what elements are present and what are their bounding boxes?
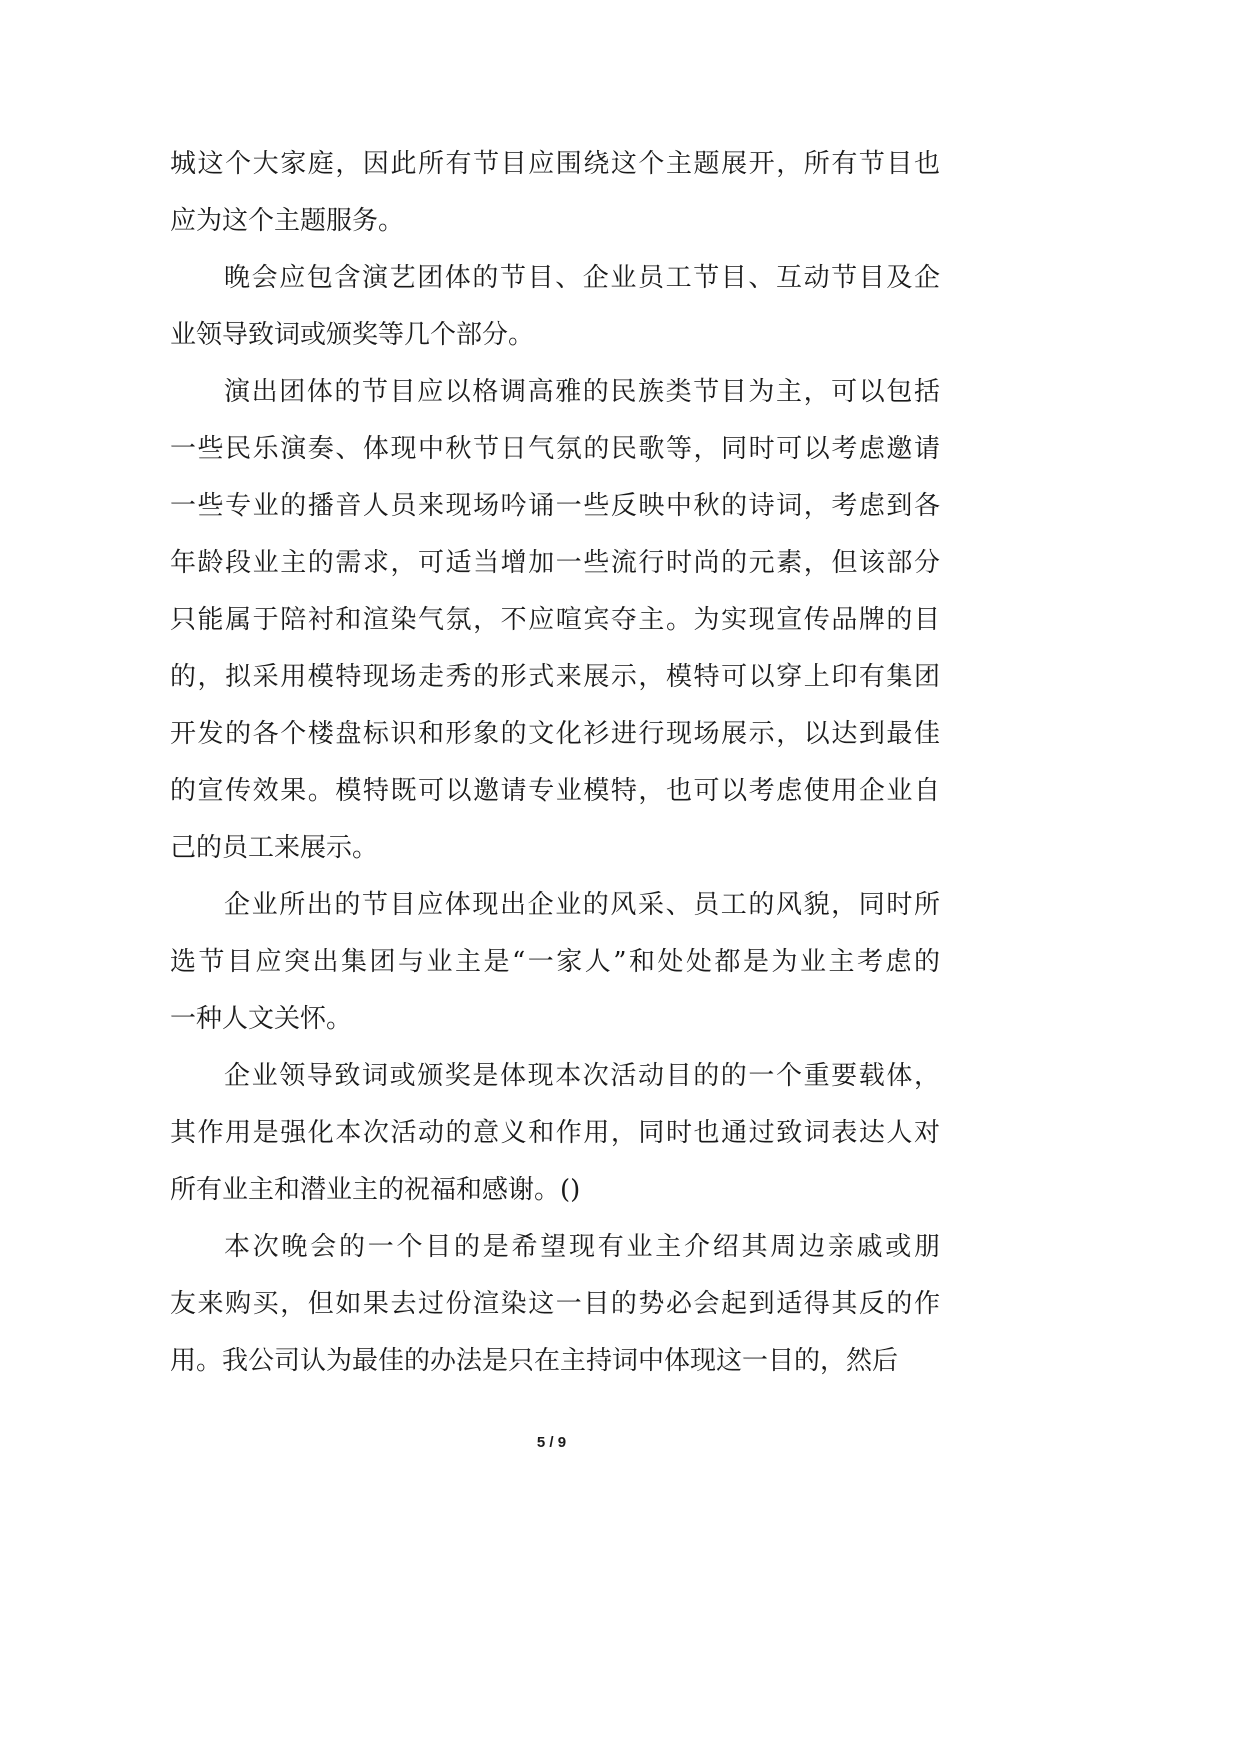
text-line: 城这个大家庭，因此所有节目应围绕这个主题展开，所有节目也 bbox=[170, 149, 940, 179]
text-line: 应为这个主题服务。 bbox=[170, 206, 405, 236]
text-line: 只能属于陪衬和渲染气氛，不应喧宾夺主。为实现宣传品牌的目 bbox=[170, 605, 940, 635]
text-line: 己的员工来展示。 bbox=[170, 833, 379, 863]
text-line: 的宣传效果。模特既可以邀请专业模特，也可以考虑使用企业自 bbox=[170, 776, 940, 806]
text-line: 业领导致词或颁奖等几个部分。 bbox=[170, 320, 535, 350]
document-body bbox=[170, 141, 940, 1395]
paragraph bbox=[170, 141, 940, 255]
text-line: 一些专业的播音人员来现场吟诵一些反映中秋的诗词，考虑到各 bbox=[170, 491, 940, 521]
paragraph bbox=[170, 369, 940, 882]
text-line: 企业所出的节目应体现出企业的风采、员工的风貌，同时所 bbox=[224, 890, 940, 920]
paragraph bbox=[170, 1053, 940, 1224]
text-line: 演出团体的节目应以格调高雅的民族类节目为主，可以包括 bbox=[224, 377, 940, 407]
paragraph bbox=[170, 255, 940, 369]
text-line: 一些民乐演奏、体现中秋节日气氛的民歌等，同时可以考虑邀请 bbox=[170, 434, 940, 464]
text-line: 开发的各个楼盘标识和形象的文化衫进行现场展示，以达到最佳 bbox=[170, 719, 940, 749]
text-line: 一种人文关怀。 bbox=[170, 1004, 353, 1034]
text-line: 晚会应包含演艺团体的节目、企业员工节目、互动节目及企 bbox=[224, 263, 940, 293]
text-line: 选节目应突出集团与业主是“一家人”和处处都是为业主考虑的 bbox=[170, 947, 940, 977]
text-line: 所有业主和潜业主的祝福和感谢。() bbox=[170, 1175, 581, 1205]
text-line: 用。我公司认为最佳的办法是只在主持词中体现这一目的，然后 bbox=[170, 1346, 899, 1376]
paragraph bbox=[170, 882, 940, 1053]
text-line: 其作用是强化本次活动的意义和作用，同时也通过致词表达人对 bbox=[170, 1118, 940, 1148]
page-number: 5 / 9 bbox=[536, 1434, 567, 1451]
text-line: 本次晚会的一个目的是希望现有业主介绍其周边亲戚或朋 bbox=[224, 1232, 940, 1262]
text-line: 友来购买，但如果去过份渲染这一目的势必会起到适得其反的作 bbox=[170, 1289, 940, 1319]
text-line: 企业领导致词或颁奖是体现本次活动目的的一个重要载体， bbox=[224, 1061, 940, 1091]
text-line: 的，拟采用模特现场走秀的形式来展示，模特可以穿上印有集团 bbox=[170, 662, 940, 692]
text-line: 年龄段业主的需求，可适当增加一些流行时尚的元素，但该部分 bbox=[170, 548, 940, 578]
paragraph bbox=[170, 1224, 940, 1395]
